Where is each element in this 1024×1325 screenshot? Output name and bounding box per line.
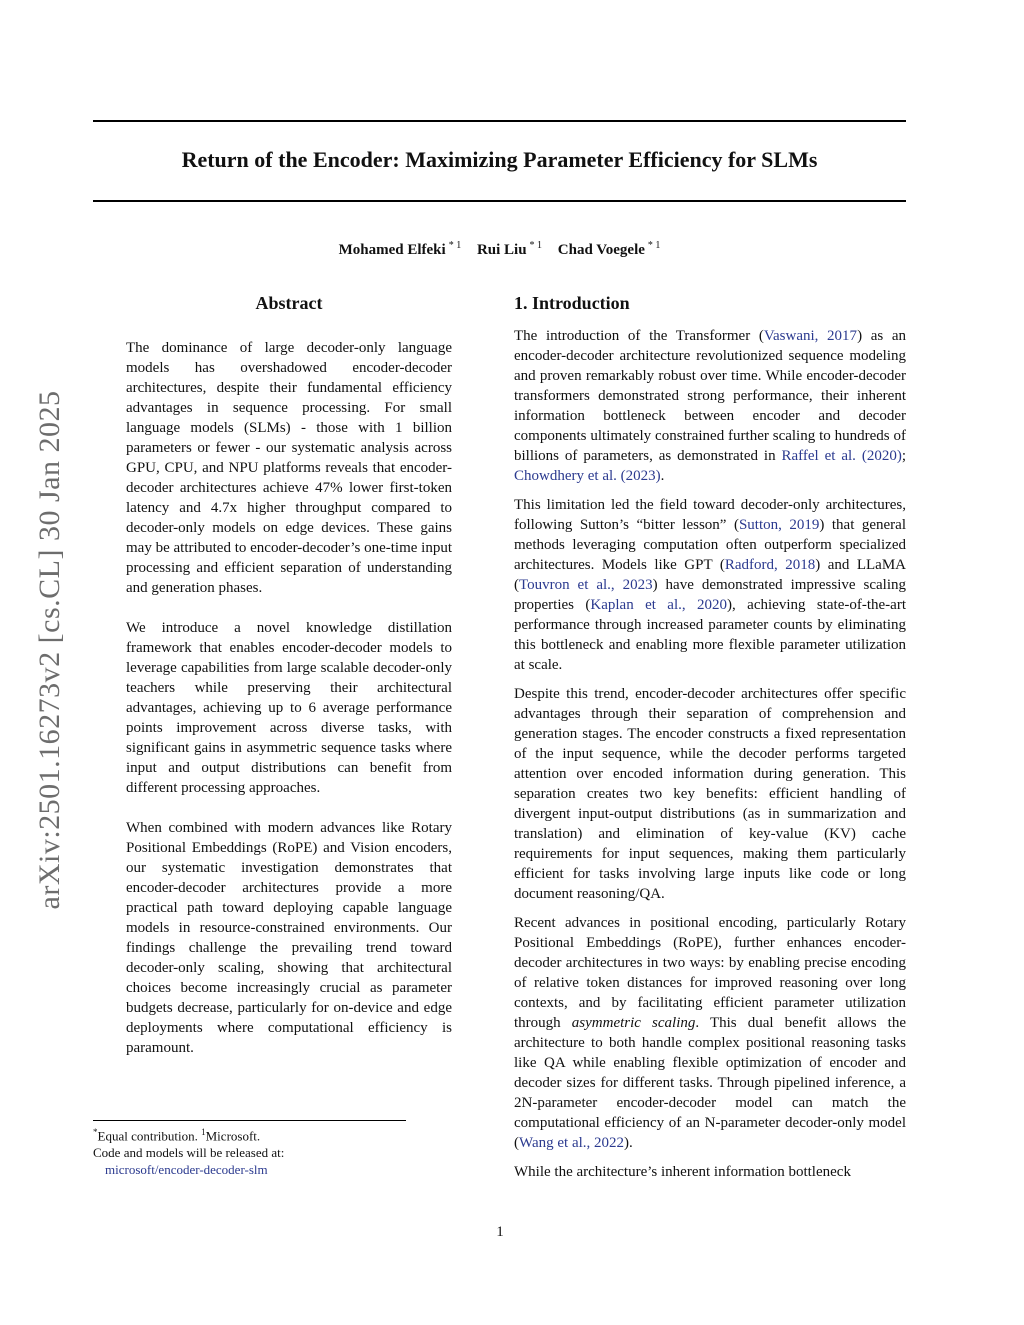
footnote-line (93, 1124, 406, 1144)
paper-title: Return of the Encoder: Maximizing Parameter Efficiency for SLMs (181, 147, 818, 172)
author-affiliation: * 1 (647, 240, 661, 251)
author (558, 242, 661, 258)
footnote-text: Equal contribution. (97, 1128, 202, 1144)
citation-link[interactable]: Sutton, 2019 (738, 517, 820, 533)
citation-link[interactable]: Vaswani, 2017 (763, 328, 858, 344)
code-repo-link[interactable]: microsoft/encoder-decoder-slm (105, 1162, 268, 1178)
text-run: ) as an encoder-decoder architecture revolutionized sequence modeling and proven remarkably robust over time. While encoder-decoder transformers demonstrated strong performance, their inherent information bottleneck between encoder and decoder components ultimately constrained further scaling to hundreds of billions of parameters, as demonstrated in (514, 328, 906, 464)
intro-paragraph (514, 913, 906, 1153)
title-bottom-rule (93, 200, 906, 202)
footnote-text: Microsoft. (205, 1128, 261, 1144)
text-run: . (660, 468, 665, 484)
author-affiliation: * 1 (448, 240, 462, 251)
text-run: The introduction of the Transformer ( (514, 328, 764, 344)
text-run: ) and LLaMA ( (514, 557, 906, 593)
text-run: . This dual benefit allows the architecture to both handle complex positional reasoning tasks like QA while enabling flexible optimization of encoder and decoder sizes for different tasks. Through pipelined inference, a 2N-parameter encoder-decoder model can match the computational efficiency of an N-parameter decoder-only model ( (514, 1015, 907, 1151)
right-column (514, 290, 906, 1182)
intro-paragraph (514, 495, 906, 675)
footnote-mark: * (93, 1127, 98, 1137)
citation-link[interactable]: Radford, 2018 (724, 557, 816, 573)
citation-link[interactable]: Raffel et al. (2020) (781, 448, 902, 464)
text-run: ) have demonstrated impressive scaling properties ( (514, 577, 906, 613)
author (477, 242, 542, 258)
abstract-heading: Abstract (255, 293, 323, 313)
section-heading-introduction: 1. Introduction (514, 293, 630, 313)
arxiv-identifier: arXiv:2501.16273v2 [cs.CL] 30 Jan 2025 (33, 390, 66, 910)
text-run: ) that general methods leveraging computation often outperform specialized architectures. Models like GPT ( (514, 517, 906, 573)
footnote (93, 1120, 406, 1178)
text-run: ). (624, 1135, 633, 1151)
left-column (126, 290, 452, 1058)
author (339, 242, 462, 258)
abstract-paragraph: The dominance of large decoder-only language models has overshadowed encoder-decoder architectures, despite their fundamental efficiency advantages in sequence processing. For small language models (SLMs) - those with 1 billion parameters or fewer - our systematic analysis across GPU, CPU, and NPU platforms reveals that encoder-decoder architectures achieve 47% lower first-token latency and 4.7x higher throughput compared to decoder-only models on edge devices. These gains may be attributed to encoder-decoder’s one-time input processing and efficient separation of understanding and generation phases. (126, 340, 452, 596)
emphasis-text: asymmetric scaling (571, 1015, 696, 1031)
page-number: 1 (496, 1224, 504, 1240)
author-name: Mohamed Elfeki (338, 242, 446, 258)
text-run: ; (901, 448, 906, 464)
citation-link[interactable]: Kaplan et al., 2020 (590, 597, 728, 613)
author-affiliation: * 1 (529, 240, 543, 251)
citation-link[interactable]: Wang et al., 2022 (519, 1135, 625, 1151)
text-run: ), achieving state-of-the-art performance through increased parameter counts by eliminating this bottleneck and enabling more flexible parameter utilization at scale. (514, 597, 906, 673)
footnote-mark: 1 (201, 1127, 206, 1137)
footnote-line: Code and models will be released at: (93, 1145, 285, 1161)
text-run: Recent advances in positional encoding, particularly Rotary Positional Embeddings (RoPE), further enhances encoder-decoder architectures in two ways: by enabling precise encoding of relative token distances for improved reasoning over long contexts, and by facilitating efficient parameter utilization through (514, 915, 906, 1031)
citation-link[interactable]: Chowdhery et al. (2023) (514, 468, 661, 484)
text-run: This limitation led the field toward decoder-only architectures, following Sutton’s “bitter lesson” ( (514, 497, 906, 533)
intro-paragraph: Despite this trend, encoder-decoder architectures offer specific advantages through their separation of comprehension and generation stages. The encoder constructs a fixed representation of the input sequence, while the decoder performs targeted attention over encoded information during generation. This separation creates two key benefits: efficient handling of divergent input-output distributions (as in summarization and translation) and elimination of key-value (KV) cache requirements for input sequences, making them particularly efficient for tasks involving large inputs like code or long document reasoning/QA. (514, 686, 906, 902)
author-name: Chad Voegele (557, 242, 645, 258)
intro-paragraph: While the architecture’s inherent information bottleneck (514, 1164, 851, 1180)
author-list (93, 236, 906, 260)
abstract-paragraph: When combined with modern advances like Rotary Positional Embeddings (RoPE) and Vision encoders, our systematic investigation demonstrates that encoder-decoder architectures provide a more practical path toward deploying capable language models in resource-constrained environments. Our findings challenge the prevailing trend toward decoder-only scaling, showing that architectural choices become increasingly crucial as parameter budgets decrease, particularly for on-device and edge deployments where computational efficiency is paramount. (126, 820, 452, 1056)
title-top-rule (93, 120, 906, 122)
intro-paragraph (514, 326, 906, 486)
abstract-paragraph: We introduce a novel knowledge distillation framework that enables encoder-decoder models to leverage capabilities from large scalable decoder-only teachers while preserving their architectural advantages, achieving up to 6 average performance points improvement across diverse tasks, with significant gains in asymmetric sequence tasks where input and output distributions can benefit from different processing approaches. (126, 620, 452, 796)
citation-link[interactable]: Touvron et al., 2023 (519, 577, 653, 593)
author-name: Rui Liu (476, 242, 527, 258)
